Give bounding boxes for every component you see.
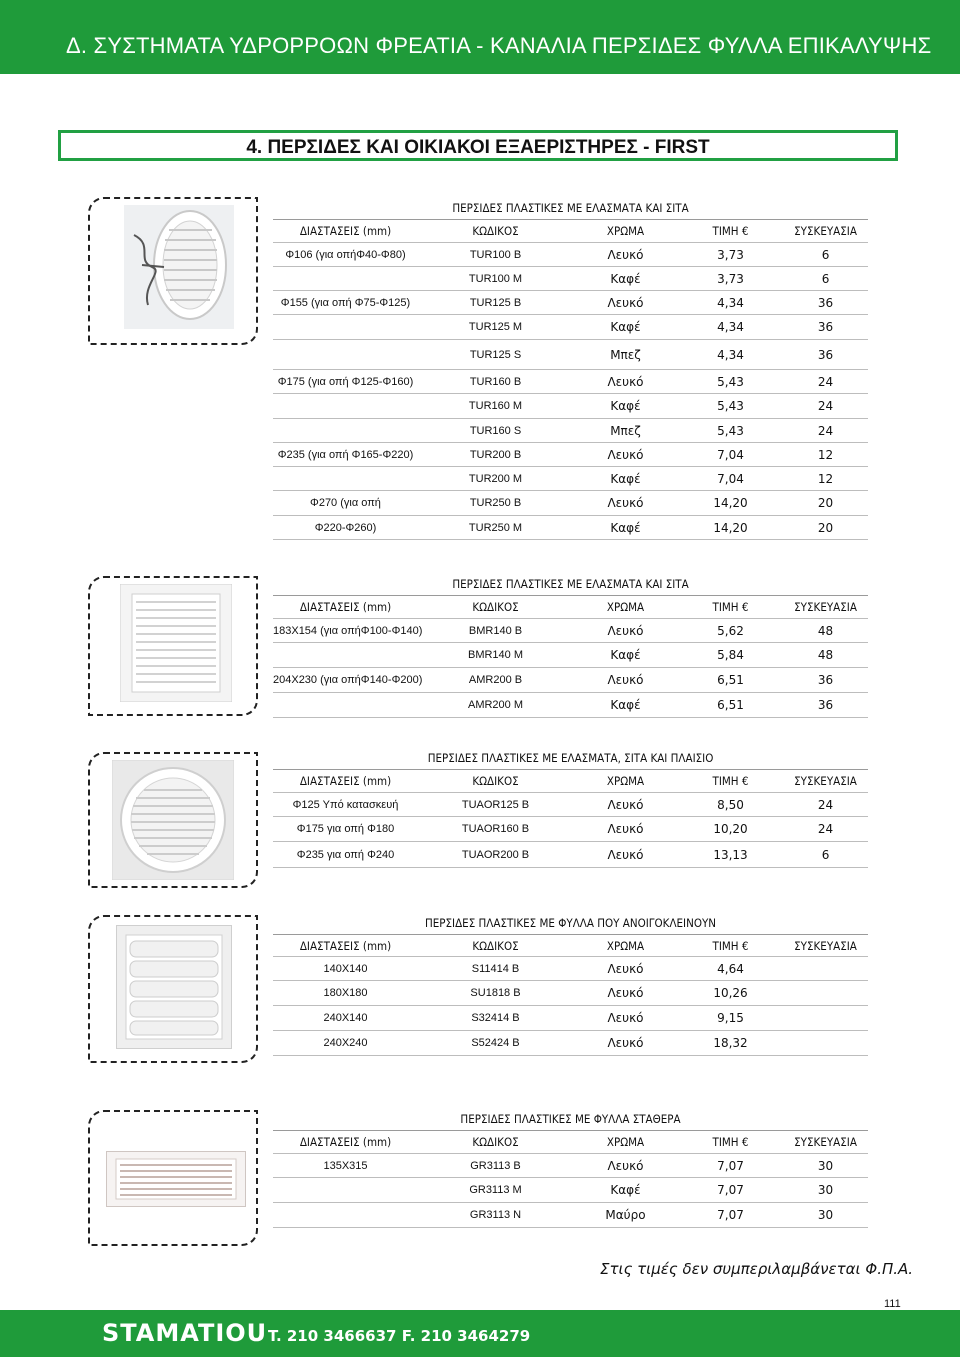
table-caption-row bbox=[273, 912, 868, 935]
cell-code: SU1818 B bbox=[418, 981, 573, 1006]
cell-dim: 204X230 (για οπήΦ140-Φ200) bbox=[273, 668, 418, 693]
column-header-pack: ΣΥΣΚΕΥΑΣΙΑ bbox=[783, 770, 868, 793]
cell-color: Μπεζ bbox=[573, 340, 678, 370]
cell-code: TUR200 B bbox=[418, 443, 573, 467]
price-table-square-louvres bbox=[273, 573, 868, 718]
header-bar bbox=[0, 0, 960, 74]
cell-price: 7,07 bbox=[678, 1203, 783, 1228]
cell-dim: Φ155 (για οπή Φ75-Φ125) bbox=[273, 291, 418, 315]
cell-pack: 20 bbox=[783, 491, 868, 516]
table-caption: ΠΕΡΣΙΔΕΣ ΠΛΑΣΤΙΚΕΣ ΜΕ ΦΥΛΛΑ ΣΤΑΘΕΡΑ bbox=[273, 1108, 868, 1131]
table-row bbox=[273, 619, 868, 643]
cell-dim: 240X140 bbox=[273, 1006, 418, 1031]
cell-price: 7,04 bbox=[678, 467, 783, 491]
cell-color: Καφέ bbox=[573, 394, 678, 419]
cell-color: Λευκό bbox=[573, 619, 678, 643]
table-row bbox=[273, 443, 868, 467]
cell-pack: 6 bbox=[783, 267, 868, 291]
cell-color: Λευκό bbox=[573, 981, 678, 1006]
cell-color: Καφέ bbox=[573, 693, 678, 718]
table-row bbox=[273, 340, 868, 370]
price-table-round-louvres bbox=[273, 196, 868, 540]
table-row bbox=[273, 957, 868, 981]
cell-code: TUR250 B bbox=[418, 491, 573, 516]
cell-dim: Φ175 για οπή Φ180 bbox=[273, 817, 418, 842]
table-row bbox=[273, 243, 868, 267]
cell-price: 10,26 bbox=[678, 981, 783, 1006]
cell-pack: 30 bbox=[783, 1178, 868, 1203]
table-row bbox=[273, 643, 868, 668]
table-caption-row bbox=[273, 1108, 868, 1131]
table-header-row bbox=[273, 596, 868, 619]
cell-pack bbox=[783, 1006, 868, 1031]
table-row bbox=[273, 516, 868, 540]
cell-color: Μαύρο bbox=[573, 1203, 678, 1228]
vat-note: Στις τιμές δεν συμπεριλαμβάνεται Φ.Π.Α. bbox=[600, 1260, 914, 1278]
column-header-code: ΚΩΔΙΚΟΣ bbox=[418, 220, 573, 243]
table-row bbox=[273, 1178, 868, 1203]
cell-price: 4,64 bbox=[678, 957, 783, 981]
cell-code: TUR100 B bbox=[418, 243, 573, 267]
cell-code: TUR200 M bbox=[418, 467, 573, 491]
cell-code: TUR125 B bbox=[418, 291, 573, 315]
cell-color: Καφέ bbox=[573, 643, 678, 668]
column-header-color: ΧΡΩΜΑ bbox=[573, 596, 678, 619]
cell-price: 3,73 bbox=[678, 243, 783, 267]
cell-pack: 12 bbox=[783, 467, 868, 491]
cell-dim bbox=[273, 693, 418, 718]
cell-code: TUR250 M bbox=[418, 516, 573, 540]
table-caption: ΠΕΡΣΙΔΕΣ ΠΛΑΣΤΙΚΕΣ ΜΕ ΕΛΑΣΜΑΤΑ, ΣΙΤΑ ΚΑΙ ΠΛΑΙΣΙΟ bbox=[273, 747, 868, 770]
table-row bbox=[273, 419, 868, 443]
cell-dim bbox=[273, 267, 418, 291]
column-header-price: ΤΙΜΗ € bbox=[678, 770, 783, 793]
cell-pack: 36 bbox=[783, 291, 868, 315]
cell-dim: Φ125 Υπό κατασκευή bbox=[273, 793, 418, 817]
round-louvre-image bbox=[124, 205, 234, 329]
cell-price: 5,43 bbox=[678, 370, 783, 394]
cell-price: 14,20 bbox=[678, 491, 783, 516]
cell-price: 10,20 bbox=[678, 817, 783, 842]
cell-code: TUR160 B bbox=[418, 370, 573, 394]
cell-color: Λευκό bbox=[573, 842, 678, 868]
cell-price: 7,07 bbox=[678, 1178, 783, 1203]
cell-color: Λευκό bbox=[573, 957, 678, 981]
cell-dim: Φ235 (για οπή Φ165-Φ220) bbox=[273, 443, 418, 467]
cell-pack: 36 bbox=[783, 315, 868, 340]
cell-code: BMR140 M bbox=[418, 643, 573, 668]
section-title-box bbox=[58, 130, 898, 161]
cell-code: TUAOR160 B bbox=[418, 817, 573, 842]
table-header-row bbox=[273, 220, 868, 243]
cell-pack bbox=[783, 981, 868, 1006]
cell-dim bbox=[273, 1178, 418, 1203]
column-header-dim: ΔΙΑΣΤΑΣΕΙΣ (mm) bbox=[273, 935, 418, 957]
cell-color: Μπεζ bbox=[573, 419, 678, 443]
table-caption: ΠΕΡΣΙΔΕΣ ΠΛΑΣΤΙΚΕΣ ΜΕ ΦΥΛΛΑ ΠΟΥ ΑΝΟΙΓΟΚΛΕΙΝΟΥΝ bbox=[273, 912, 868, 935]
cell-dim: Φ220-Φ260) bbox=[273, 516, 418, 540]
cell-color: Καφέ bbox=[573, 467, 678, 491]
table-row bbox=[273, 394, 868, 419]
table-row bbox=[273, 1031, 868, 1056]
column-header-price: ΤΙΜΗ € bbox=[678, 596, 783, 619]
column-header-color: ΧΡΩΜΑ bbox=[573, 1131, 678, 1154]
cell-price: 5,84 bbox=[678, 643, 783, 668]
table-row bbox=[273, 1154, 868, 1178]
cell-color: Καφέ bbox=[573, 516, 678, 540]
cell-pack bbox=[783, 1031, 868, 1056]
cell-pack: 24 bbox=[783, 793, 868, 817]
table-caption-row bbox=[273, 573, 868, 596]
column-header-pack: ΣΥΣΚΕΥΑΣΙΑ bbox=[783, 1131, 868, 1154]
cell-price: 4,34 bbox=[678, 340, 783, 370]
column-header-price: ΤΙΜΗ € bbox=[678, 935, 783, 957]
column-header-pack: ΣΥΣΚΕΥΑΣΙΑ bbox=[783, 596, 868, 619]
cell-dim: Φ235 για οπή Φ240 bbox=[273, 842, 418, 868]
cell-price: 4,34 bbox=[678, 291, 783, 315]
column-header-dim: ΔΙΑΣΤΑΣΕΙΣ (mm) bbox=[273, 770, 418, 793]
table-row bbox=[273, 817, 868, 842]
cell-pack: 36 bbox=[783, 693, 868, 718]
table-row bbox=[273, 370, 868, 394]
table-row bbox=[273, 315, 868, 340]
cell-code: GR3113 B bbox=[418, 1154, 573, 1178]
cell-price: 7,04 bbox=[678, 443, 783, 467]
column-header-dim: ΔΙΑΣΤΑΣΕΙΣ (mm) bbox=[273, 1131, 418, 1154]
cell-code: S32414 B bbox=[418, 1006, 573, 1031]
cell-color: Λευκό bbox=[573, 443, 678, 467]
cell-pack: 24 bbox=[783, 817, 868, 842]
table-row bbox=[273, 1006, 868, 1031]
cell-pack: 36 bbox=[783, 668, 868, 693]
cell-pack: 6 bbox=[783, 842, 868, 868]
cell-dim bbox=[273, 467, 418, 491]
column-header-code: ΚΩΔΙΚΟΣ bbox=[418, 1131, 573, 1154]
table-row bbox=[273, 668, 868, 693]
cell-pack: 12 bbox=[783, 443, 868, 467]
table-header-row bbox=[273, 770, 868, 793]
cell-price: 18,32 bbox=[678, 1031, 783, 1056]
cell-dim bbox=[273, 643, 418, 668]
column-header-color: ΧΡΩΜΑ bbox=[573, 935, 678, 957]
square-louvre-image bbox=[120, 584, 232, 702]
table-row bbox=[273, 491, 868, 516]
page-number: 111 bbox=[884, 1298, 901, 1310]
cell-price: 5,43 bbox=[678, 394, 783, 419]
table-row bbox=[273, 842, 868, 868]
cell-color: Καφέ bbox=[573, 1178, 678, 1203]
table-header-row bbox=[273, 1131, 868, 1154]
column-header-color: ΧΡΩΜΑ bbox=[573, 770, 678, 793]
cell-pack bbox=[783, 957, 868, 981]
column-header-price: ΤΙΜΗ € bbox=[678, 1131, 783, 1154]
cell-code: TUAOR200 B bbox=[418, 842, 573, 868]
cell-dim: 140X140 bbox=[273, 957, 418, 981]
column-header-pack: ΣΥΣΚΕΥΑΣΙΑ bbox=[783, 935, 868, 957]
footer-bar bbox=[0, 1310, 960, 1357]
cell-price: 4,34 bbox=[678, 315, 783, 340]
cell-code: TUR100 M bbox=[418, 267, 573, 291]
framed-round-louvre-image bbox=[112, 760, 234, 880]
cell-pack: 6 bbox=[783, 243, 868, 267]
table-caption-row bbox=[273, 747, 868, 770]
cell-color: Λευκό bbox=[573, 668, 678, 693]
table-row bbox=[273, 467, 868, 491]
footer-contact: T. 210 3466637 F. 210 3464279 bbox=[268, 1327, 531, 1345]
cell-code: TUAOR125 B bbox=[418, 793, 573, 817]
cell-price: 13,13 bbox=[678, 842, 783, 868]
adjustable-louvre-image bbox=[116, 925, 232, 1049]
cell-code: TUR125 M bbox=[418, 315, 573, 340]
cell-code: TUR160 M bbox=[418, 394, 573, 419]
cell-pack: 30 bbox=[783, 1203, 868, 1228]
cell-dim: 180X180 bbox=[273, 981, 418, 1006]
column-header-color: ΧΡΩΜΑ bbox=[573, 220, 678, 243]
cell-code: S11414 B bbox=[418, 957, 573, 981]
cell-code: AMR200 B bbox=[418, 668, 573, 693]
cell-color: Λευκό bbox=[573, 817, 678, 842]
cell-color: Λευκό bbox=[573, 1006, 678, 1031]
column-header-code: ΚΩΔΙΚΟΣ bbox=[418, 596, 573, 619]
cell-pack: 30 bbox=[783, 1154, 868, 1178]
cell-code: TUR160 S bbox=[418, 419, 573, 443]
cell-dim: Φ106 (για οπήΦ40-Φ80) bbox=[273, 243, 418, 267]
cell-price: 5,62 bbox=[678, 619, 783, 643]
column-header-dim: ΔΙΑΣΤΑΣΕΙΣ (mm) bbox=[273, 220, 418, 243]
table-row bbox=[273, 981, 868, 1006]
cell-color: Καφέ bbox=[573, 267, 678, 291]
cell-code: GR3113 M bbox=[418, 1178, 573, 1203]
cell-color: Λευκό bbox=[573, 243, 678, 267]
cell-color: Λευκό bbox=[573, 370, 678, 394]
cell-dim: 240X240 bbox=[273, 1031, 418, 1056]
table-caption: ΠΕΡΣΙΔΕΣ ΠΛΑΣΤΙΚΕΣ ΜΕ ΕΛΑΣΜΑΤΑ ΚΑΙ ΣΙΤΑ bbox=[273, 196, 868, 220]
cell-price: 6,51 bbox=[678, 668, 783, 693]
column-header-dim: ΔΙΑΣΤΑΣΕΙΣ (mm) bbox=[273, 596, 418, 619]
table-caption-row bbox=[273, 196, 868, 220]
cell-code: BMR140 B bbox=[418, 619, 573, 643]
cell-pack: 24 bbox=[783, 370, 868, 394]
cell-price: 8,50 bbox=[678, 793, 783, 817]
cell-pack: 48 bbox=[783, 619, 868, 643]
cell-color: Λευκό bbox=[573, 1154, 678, 1178]
cell-pack: 36 bbox=[783, 340, 868, 370]
table-row bbox=[273, 267, 868, 291]
cell-dim: 135X315 bbox=[273, 1154, 418, 1178]
cell-code: GR3113 N bbox=[418, 1203, 573, 1228]
cell-price: 5,43 bbox=[678, 419, 783, 443]
table-row bbox=[273, 1203, 868, 1228]
price-table-fixed-louvres bbox=[273, 1108, 868, 1228]
cell-dim: Φ270 (για οπή bbox=[273, 491, 418, 516]
column-header-code: ΚΩΔΙΚΟΣ bbox=[418, 935, 573, 957]
cell-pack: 24 bbox=[783, 419, 868, 443]
cell-price: 14,20 bbox=[678, 516, 783, 540]
cell-price: 3,73 bbox=[678, 267, 783, 291]
cell-code: AMR200 M bbox=[418, 693, 573, 718]
cell-dim bbox=[273, 315, 418, 340]
cell-dim bbox=[273, 419, 418, 443]
table-row bbox=[273, 793, 868, 817]
cell-color: Λευκό bbox=[573, 491, 678, 516]
cell-color: Λευκό bbox=[573, 1031, 678, 1056]
cell-price: 7,07 bbox=[678, 1154, 783, 1178]
column-header-code: ΚΩΔΙΚΟΣ bbox=[418, 770, 573, 793]
cell-dim bbox=[273, 1203, 418, 1228]
cell-pack: 20 bbox=[783, 516, 868, 540]
cell-color: Λευκό bbox=[573, 291, 678, 315]
footer-brand: STAMATIOU bbox=[102, 1319, 268, 1347]
cell-dim: Φ175 (για οπή Φ125-Φ160) bbox=[273, 370, 418, 394]
table-row bbox=[273, 693, 868, 718]
cell-pack: 24 bbox=[783, 394, 868, 419]
section-title: 4. ΠΕΡΣΙΔΕΣ ΚΑΙ ΟΙΚΙΑΚΟΙ ΕΞΑΕΡΙΣΤΗΡΕΣ - FIRST bbox=[246, 137, 710, 158]
cell-price: 9,15 bbox=[678, 1006, 783, 1031]
cell-code: S52424 B bbox=[418, 1031, 573, 1056]
table-header-row bbox=[273, 935, 868, 957]
cell-code: TUR125 S bbox=[418, 340, 573, 370]
price-table-framed-louvres bbox=[273, 747, 868, 868]
cell-dim: 183X154 (για οπήΦ100-Φ140) bbox=[273, 619, 418, 643]
table-caption: ΠΕΡΣΙΔΕΣ ΠΛΑΣΤΙΚΕΣ ΜΕ ΕΛΑΣΜΑΤΑ ΚΑΙ ΣΙΤΑ bbox=[273, 573, 868, 596]
page-header-title: Δ. ΣΥΣΤΗΜΑΤΑ ΥΔΡΟΡΡΟΩΝ ΦΡΕΑΤΙΑ - ΚΑΝΑΛΙΑ ΠΕΡΣΙΔΕΣ ΦΥΛΛΑ ΕΠΙΚΑΛΥΨΗΣ bbox=[66, 33, 932, 58]
cell-pack: 48 bbox=[783, 643, 868, 668]
cell-price: 6,51 bbox=[678, 693, 783, 718]
fixed-blade-louvre-image bbox=[106, 1151, 246, 1207]
cell-color: Καφέ bbox=[573, 315, 678, 340]
cell-color: Λευκό bbox=[573, 793, 678, 817]
cell-dim bbox=[273, 340, 418, 370]
cell-dim bbox=[273, 394, 418, 419]
price-table-adjustable-louvres bbox=[273, 912, 868, 1056]
column-header-price: ΤΙΜΗ € bbox=[678, 220, 783, 243]
column-header-pack: ΣΥΣΚΕΥΑΣΙΑ bbox=[783, 220, 868, 243]
table-row bbox=[273, 291, 868, 315]
